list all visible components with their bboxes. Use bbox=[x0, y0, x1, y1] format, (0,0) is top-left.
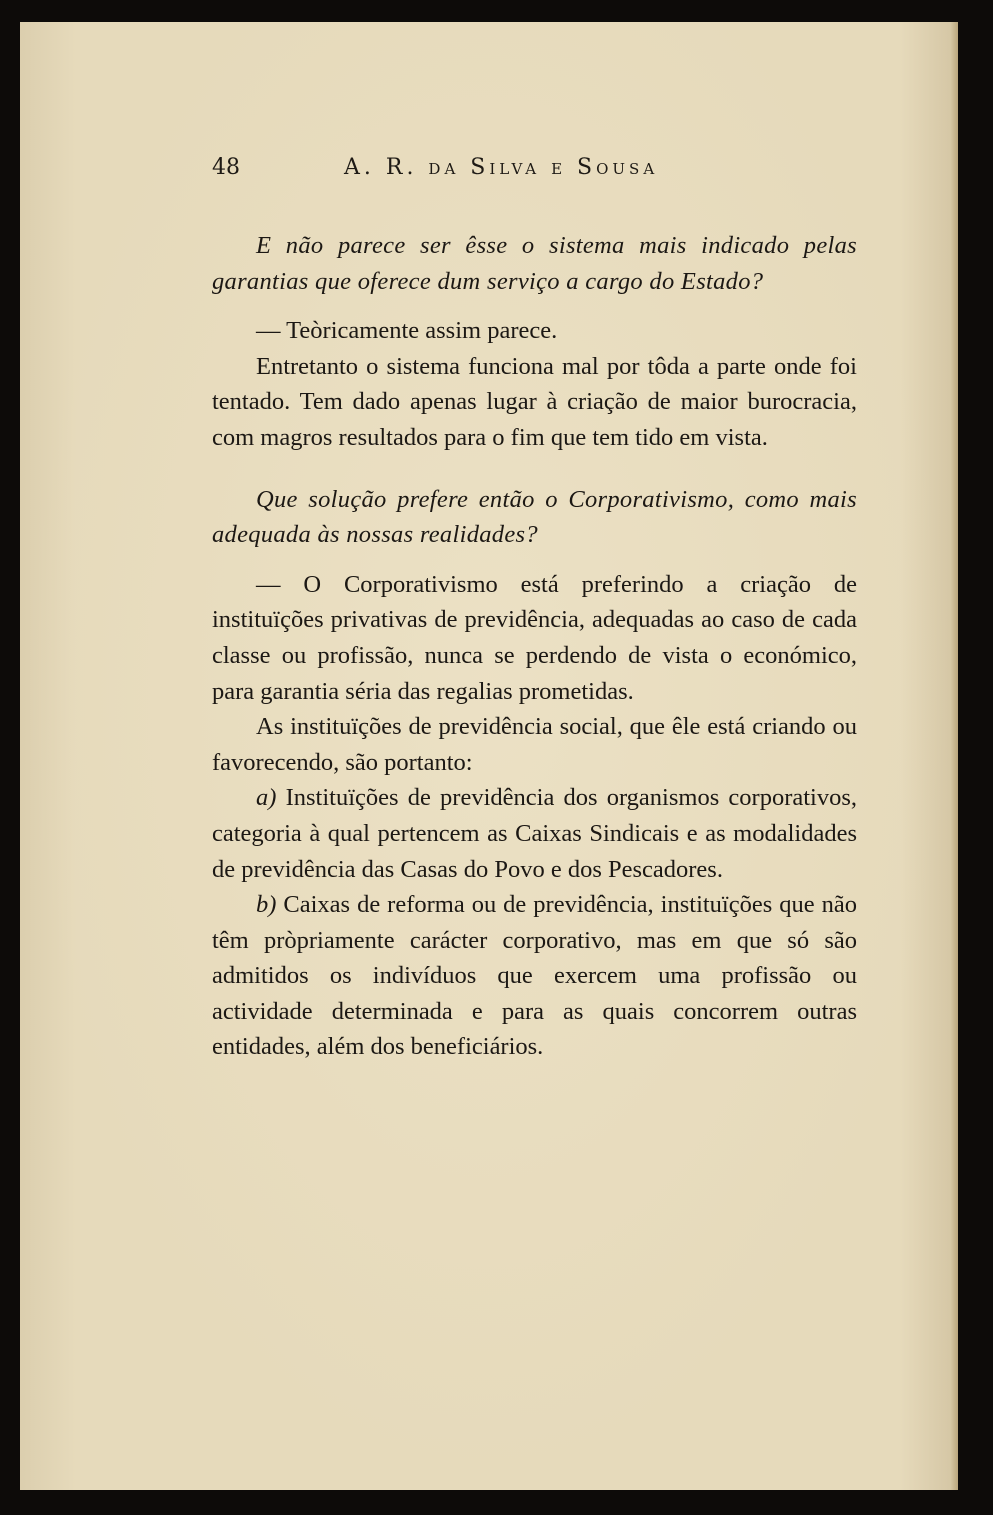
question-paragraph-1: E não parece ser êsse o sistema mais indicado pelas garantias que oferece dum serviço a cargo do Estado? bbox=[212, 232, 857, 295]
list-item-b-label: b) bbox=[256, 891, 277, 919]
question-paragraph-2: Que solução prefere então o Corporativismo, como mais adequada às nossas realidades? bbox=[212, 485, 857, 549]
list-item-a bbox=[212, 780, 857, 887]
page-number: 48 bbox=[212, 155, 240, 180]
answer-paragraph-2: Entretanto o sistema funciona mal por tôda a parte onde foi tentado. Tem dado apenas lugar à criação de maior burocracia, com magros resultados para o fim que tem tido em vista. bbox=[212, 352, 857, 451]
list-item-a-text: Instituïções de previdência dos organismos corporativos, categoria à qual pertencem as Caixas Sindicais e as modalidades de previdência das Casas do Povo e dos Pescadores. bbox=[212, 784, 858, 883]
page-edge bbox=[950, 22, 958, 1490]
answer-paragraph-4: As instituïções de previdência social, que êle está criando ou favorecendo, são portanto: bbox=[212, 713, 857, 776]
list-item-a-label: a) bbox=[256, 784, 277, 812]
body-text bbox=[212, 228, 857, 1065]
list-item-b bbox=[212, 887, 857, 1065]
answer-paragraph-3: — O Corporativismo está preferindo a criação de instituïções privativas de previdência, adequadas ao caso de cada classe ou profissão, nunca se perdendo de vista o económico, para garantia séria das regalias prometidas. bbox=[212, 570, 857, 705]
list-item-b-text: Caixas de reforma ou de previdência, instituïções que não têm pròpriamente carácter corporativo, mas em que só são admitidos os indivíduos que exercem uma profissão ou actividade determinada e para as quais concorrem outras entidades, além dos beneficiários. bbox=[212, 891, 857, 1061]
answer-paragraph-1: — Teòricamente assim parece. bbox=[256, 317, 558, 345]
running-head-author: A. R. da Silva e Sousa bbox=[344, 155, 659, 180]
